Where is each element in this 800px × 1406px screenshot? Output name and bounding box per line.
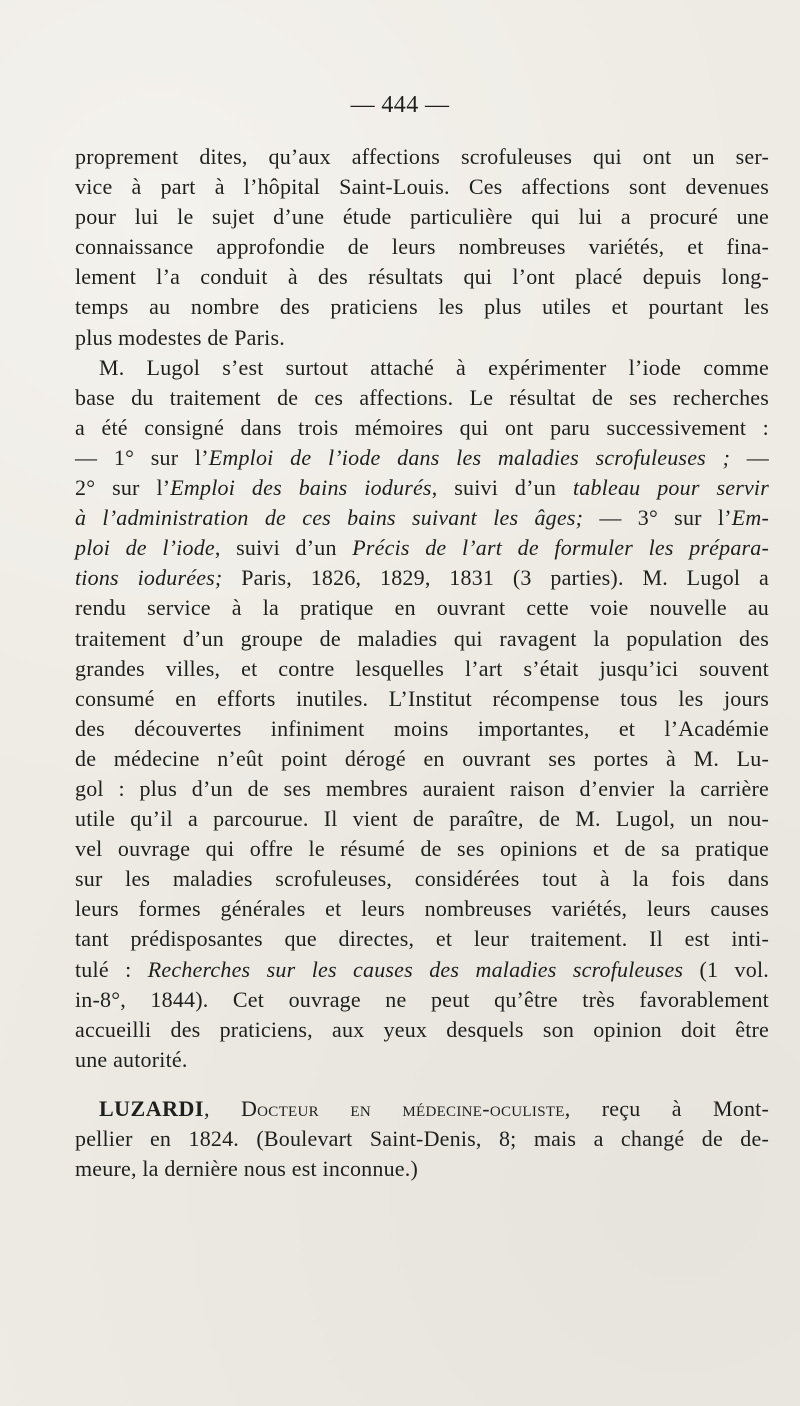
book-title: tableau pour servir	[572, 475, 769, 501]
text-line: meure, la dernière nous est inconnue.)	[75, 1156, 418, 1182]
text-line: plus modestes de Paris.	[75, 324, 285, 350]
text-line: base du traitement de ces affections. Le résultat de ses recherches	[75, 384, 769, 410]
text-line: proprement dites, qu’aux affections scrofuleuses qui ont un ser-	[75, 144, 769, 169]
book-title: Em-	[731, 505, 769, 531]
book-title: Emploi des bains iodurés	[170, 475, 432, 501]
text-line	[75, 533, 769, 563]
text-fragment: 2° sur l’	[75, 475, 171, 501]
text-fragment: ,	[203, 1095, 241, 1121]
text-line	[75, 563, 769, 593]
body-text	[75, 142, 769, 1184]
text-line: traitement d’un groupe de maladies qui ravagent la population des	[75, 625, 769, 651]
text-fragment: — 3° sur l’	[583, 505, 732, 531]
book-title: ploi de l’iode	[75, 535, 215, 561]
page-number: — 444 —	[350, 92, 450, 118]
book-title: Précis de l’art de formuler les prépara-	[352, 535, 770, 561]
book-title: Emploi de l’iode dans les maladies scrofuleuses ;	[208, 444, 731, 470]
text-line: des découvertes infiniment moins importantes, et l’Académie	[75, 715, 769, 741]
text-line: M. Lugol s’est surtout attaché à expérimenter l’iode comme	[99, 354, 769, 380]
paragraph-gap	[75, 1075, 769, 1094]
text-line: vel ouvrage qui offre le résumé de ses opinions et de sa pratique	[75, 836, 769, 862]
text-line: tant prédisposantes que directes, et leur traitement. Il est inti-	[75, 926, 769, 952]
text-fragment: Paris, 1826, 1829, 1831 (3 parties). M. Lugol a	[222, 565, 769, 591]
person-name: LUZARDI	[99, 1095, 204, 1121]
text-line: une autorité.	[75, 1046, 188, 1072]
text-line: consumé en efforts inutiles. L’Institut récompense tous les jours	[75, 685, 769, 711]
text-fragment: (1 vol.	[683, 956, 769, 982]
text-line: pellier en 1824. (Boulevart Saint-Denis, 8; mais a changé de de-	[75, 1126, 769, 1151]
text-line	[75, 473, 769, 503]
text-fragment: — 1° sur l’	[75, 444, 209, 470]
text-fragment: , reçu à Mont-	[564, 1095, 769, 1121]
text-line: pour lui le sujet d’une étude particulière qui lui a procuré une	[75, 204, 769, 230]
text-line: lement l’a conduit à des résultats qui l’ont placé depuis long-	[75, 264, 769, 290]
entry-heading-line	[75, 1094, 769, 1124]
text-fragment: —	[730, 444, 769, 470]
person-title: Docteur en médecine-oculiste	[240, 1095, 565, 1121]
text-fragment: , suivi d’un	[214, 535, 353, 561]
text-line: vice à part à l’hôpital Saint-Louis. Ces affections sont devenues	[75, 174, 769, 200]
text-line	[75, 503, 769, 533]
text-line	[75, 443, 769, 473]
text-line: accueilli des praticiens, aux yeux desquels son opinion doit être	[75, 1016, 769, 1042]
text-line: leurs formes générales et leurs nombreuses variétés, leurs causes	[75, 896, 769, 922]
text-line: sur les maladies scrofuleuses, considérées tout à la fois dans	[75, 866, 769, 892]
text-line: connaissance approfondie de leurs nombreuses variétés, et fina-	[75, 234, 769, 260]
text-fragment: tulé :	[75, 956, 148, 982]
book-title: tions iodurées;	[75, 565, 223, 591]
text-line: utile qu’il a parcourue. Il vient de paraître, de M. Lugol, un nou-	[75, 806, 769, 832]
text-line: grandes villes, et contre lesquelles l’art s’était jusqu’ici souvent	[75, 655, 769, 681]
text-fragment: , suivi d’un	[431, 475, 573, 501]
text-line: gol : plus d’un de ses membres auraient raison d’envier la carrière	[75, 775, 769, 801]
text-line: de médecine n’eût point dérogé en ouvrant ses portes à M. Lu-	[75, 745, 769, 771]
text-line	[75, 955, 769, 985]
text-line: temps au nombre des praticiens les plus utiles et pourtant les	[75, 294, 769, 320]
text-line: rendu service à la pratique en ouvrant cette voie nouvelle au	[75, 595, 769, 621]
text-line: in-8°, 1844). Cet ouvrage ne peut qu’être très favorablement	[75, 986, 769, 1012]
text-line: a été consigné dans trois mémoires qui ont paru successivement :	[75, 414, 769, 440]
book-title: à l’administration de ces bains suivant les âges;	[75, 505, 584, 531]
book-title: Recherches sur les causes des maladies scrofuleuses	[147, 956, 684, 982]
